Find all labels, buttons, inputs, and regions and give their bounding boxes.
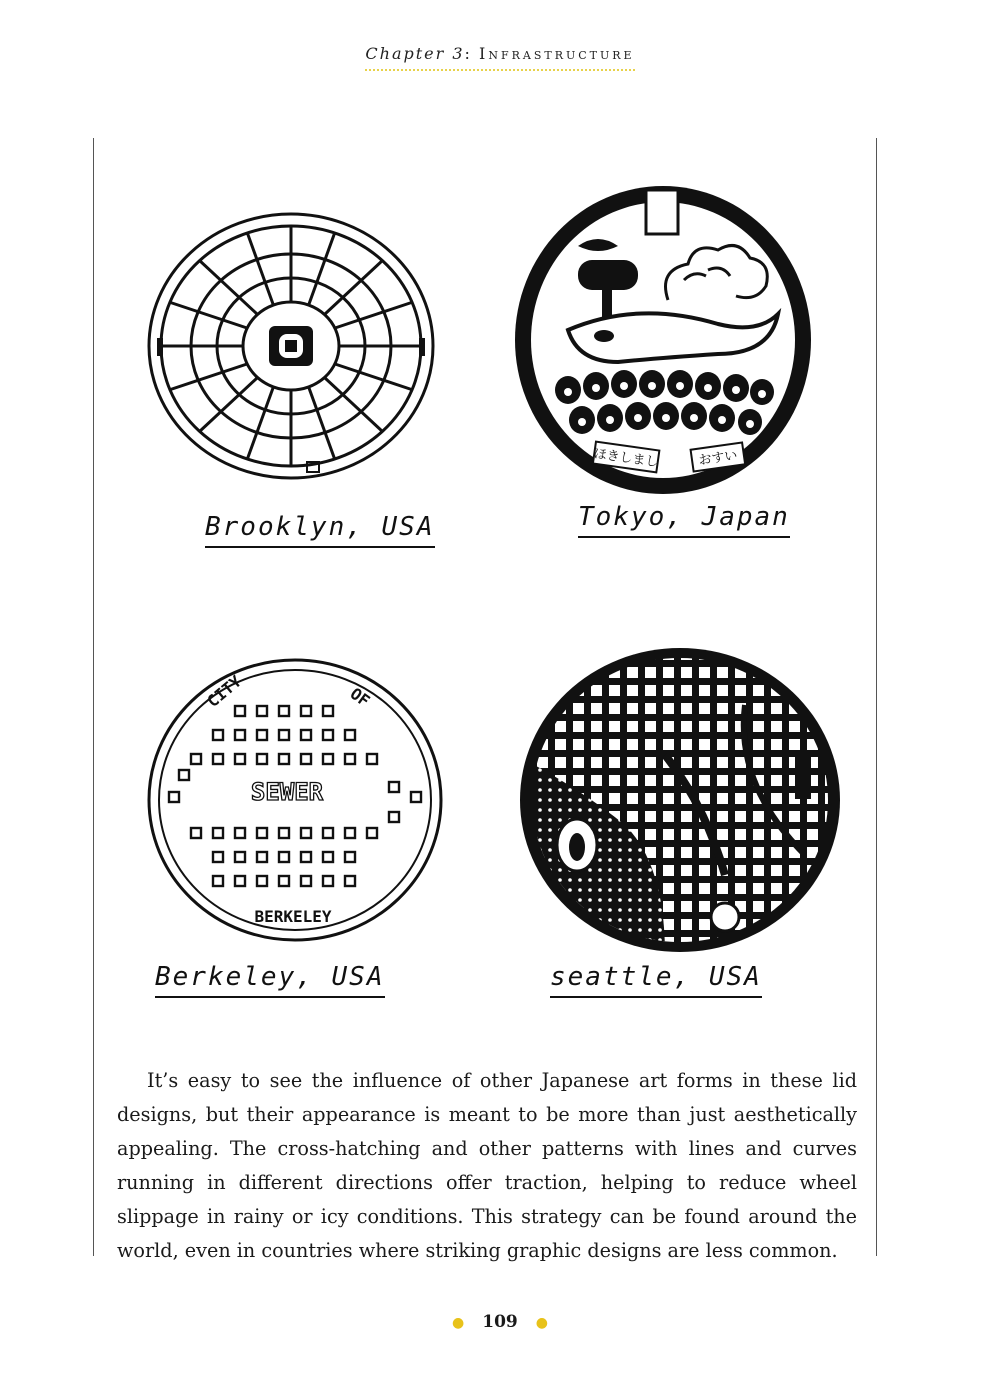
caption-brooklyn: Brooklyn, USA <box>205 512 435 548</box>
header-separator: : <box>464 44 472 63</box>
caption-seattle: seattle, USA <box>550 962 762 998</box>
tokyo-lid-text-right: おすい <box>697 448 739 469</box>
footer-dot-left-icon: ● <box>452 1315 465 1331</box>
header-chapter: Chapter 3 <box>365 44 465 63</box>
header-title: Infrastructure <box>479 44 635 63</box>
berkeley-manhole-illustration <box>143 652 453 952</box>
berkeley-lid-text-sewer: SEWER <box>250 778 324 806</box>
left-margin-rule <box>93 138 94 1256</box>
brooklyn-manhole-illustration <box>143 210 443 490</box>
tokyo-lid-text-left: ほきしまし <box>592 446 660 471</box>
page-footer <box>0 1312 1000 1332</box>
caption-berkeley: Berkeley, USA <box>155 962 385 998</box>
seattle-manhole-illustration <box>515 645 845 955</box>
footer-dot-right-icon: ● <box>535 1315 548 1331</box>
body-text <box>117 1064 857 1268</box>
running-header <box>0 44 1000 71</box>
right-margin-rule <box>876 138 877 1256</box>
berkeley-lid-text-berkeley: BERKELEY <box>254 907 332 926</box>
berkeley-lid-text-city: CITY <box>203 671 246 712</box>
caption-tokyo: Tokyo, Japan <box>578 502 790 538</box>
page-number: 109 <box>482 1312 518 1332</box>
tokyo-manhole-illustration <box>508 180 818 500</box>
body-paragraph: It’s easy to see the influence of other Japanese art forms in these lid designs, but their appearance is meant to be more than just aesthetically appealing. The cross-hatching and other patterns with lines and curves running in different directions offer traction, helping to reduce wheel slippage in rainy or icy conditions. This strategy can be found around the world, even in countries where striking graphic designs are less common. <box>117 1069 857 1262</box>
berkeley-lid-text-of: OF <box>346 683 374 711</box>
